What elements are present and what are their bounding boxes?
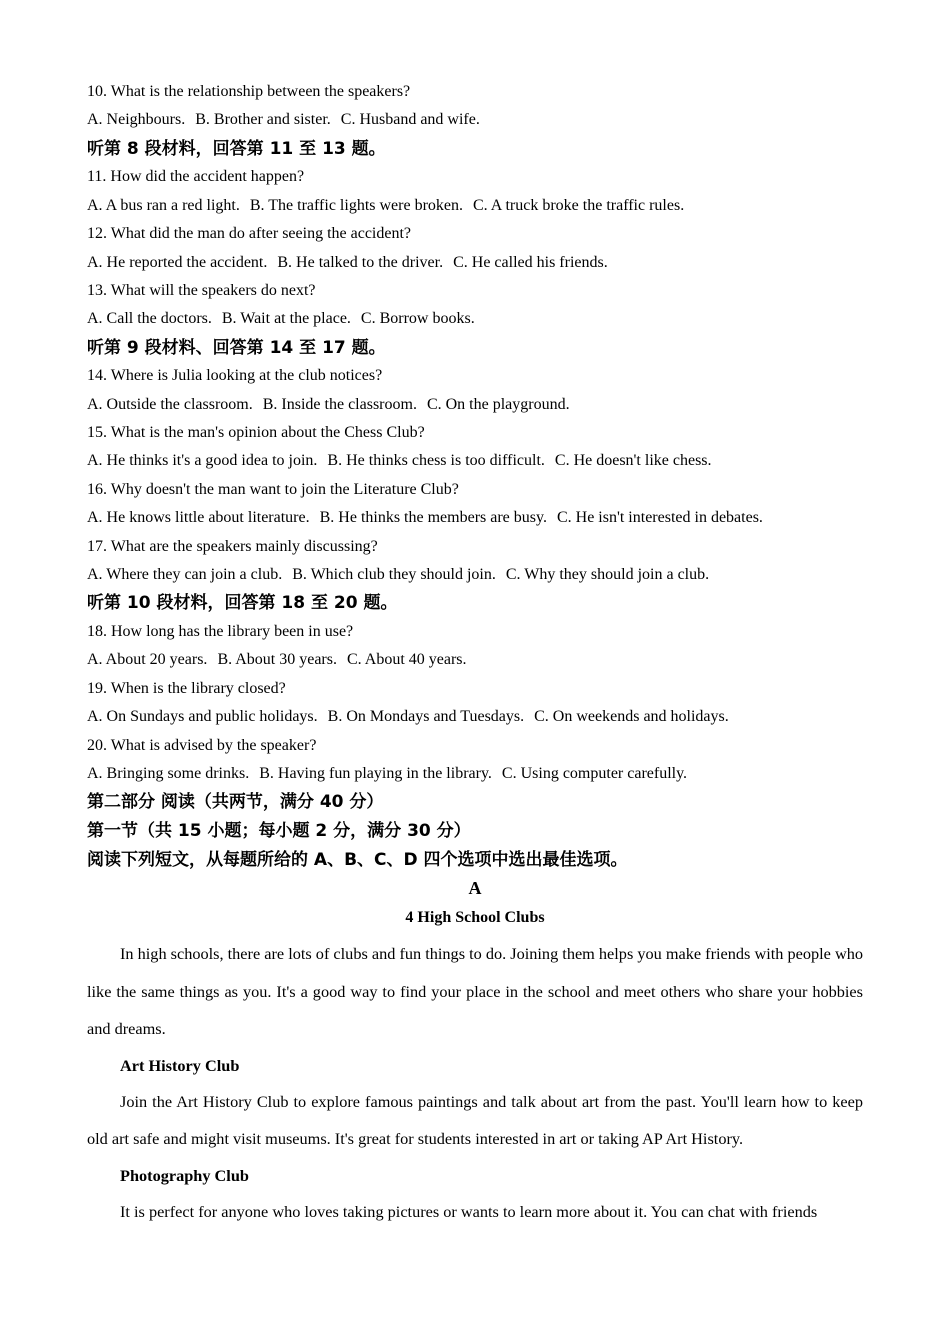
answer-option: B. Having fun playing in the library. [259,764,492,782]
answer-options [87,760,863,788]
answer-option: A. He thinks it's a good idea to join. [87,452,318,470]
answer-option: B. Wait at the place. [221,310,351,328]
listening-section [87,78,863,874]
section-heading: 听第 9 段材料、回答第 14 至 17 题。 [87,337,386,358]
question-stem: 14. Where is Julia looking at the club notices? [87,367,383,385]
question-stem: 12. What did the man do after seeing the accident? [87,225,412,243]
answer-options [87,561,863,589]
question-stem: 13. What will the speakers do next? [87,281,316,299]
answer-option: C. Why they should join a club. [505,566,710,584]
answer-option: A. He knows little about literature. [87,509,310,527]
answer-option: B. He thinks chess is too difficult. [327,452,545,470]
answer-option: B. Which club they should join. [292,566,496,584]
answer-option: A. A bus ran a red light. [87,196,240,214]
section-heading: 听第 8 段材料，回答第 11 至 13 题。 [87,138,386,159]
answer-options [87,391,863,419]
answer-options [87,106,863,134]
section-heading: 听第 10 段材料，回答第 18 至 20 题。 [87,593,398,614]
club-heading-photography: Photography Club [120,1165,249,1185]
answer-options [87,249,863,277]
answer-option: A. Outside the classroom. [87,395,253,413]
answer-options [87,703,863,731]
club-text-art-history: Join the Art History Club to explore famous paintings and talk about art from the past. You'll learn how to keep old art safe and might visit museums. It's great for students interested in art or taking AP Art History. [87,1091,863,1149]
question-stem: 17. What are the speakers mainly discussing? [87,537,378,555]
question-stem: 15. What is the man's opinion about the Chess Club? [87,424,425,442]
answer-option: A. Neighbours. [87,111,186,129]
question-stem: 10. What is the relationship between the speakers? [87,83,411,100]
answer-option: B. He thinks the members are busy. [319,509,547,527]
answer-option: C. Husband and wife. [340,111,480,129]
answer-option: C. Borrow books. [360,310,475,328]
answer-option: B. The traffic lights were broken. [249,196,463,214]
exam-page [87,78,863,1230]
club-heading-art-history: Art History Club [120,1055,240,1075]
answer-option: B. On Mondays and Tuesdays. [327,708,525,726]
answer-option: A. Bringing some drinks. [87,764,250,782]
answer-options [87,646,863,674]
question-stem: 11. How did the accident happen? [87,168,305,186]
club-text-photography: It is perfect for anyone who loves taking pictures or wants to learn more about it. You can chat with friends [120,1201,818,1221]
answer-options [87,192,863,220]
question-stem: 16. Why doesn't the man want to join the Literature Club? [87,480,459,498]
section-heading: 阅读下列短文，从每题所给的 A、B、C、D 四个选项中选出最佳选项。 [87,849,628,870]
answer-option: C. A truck broke the traffic rules. [473,196,685,214]
answer-option: A. Call the doctors. [87,310,212,328]
question-stem: 20. What is advised by the speaker? [87,736,317,754]
answer-option: A. He reported the accident. [87,253,268,271]
passage-title: 4 High School Clubs [405,909,545,927]
answer-option: C. He called his friends. [453,253,608,271]
answer-option: A. On Sundays and public holidays. [87,708,318,726]
passage-letter: A [468,878,482,899]
answer-options [87,447,863,475]
answer-option: C. He isn't interested in debates. [556,509,763,527]
answer-option: B. He talked to the driver. [277,253,444,271]
section-heading: 第一节（共 15 小题；每小题 2 分，满分 30 分） [87,820,471,841]
answer-option: B. Brother and sister. [195,111,331,129]
section-heading: 第二部分 阅读（共两节，满分 40 分） [87,792,384,813]
answer-option: B. About 30 years. [217,651,337,669]
answer-option: A. Where they can join a club. [87,566,283,584]
answer-option: C. On weekends and holidays. [534,708,729,726]
answer-option: B. Inside the classroom. [262,395,417,413]
answer-option: C. About 40 years. [346,651,467,669]
answer-options [87,305,863,333]
answer-option: C. Using computer carefully. [501,764,688,782]
answer-option: A. About 20 years. [87,651,208,669]
answer-option: C. On the playground. [426,395,570,413]
question-stem: 18. How long has the library been in use? [87,623,354,641]
answer-option: C. He doesn't like chess. [554,452,712,470]
answer-options [87,504,863,532]
passage [87,874,863,1230]
passage-intro: In high schools, there are lots of clubs and fun things to do. Joining them helps you make friends with people who like the same things as you. It's a good way to find your place in the school and meet others who share your hobbies and dreams. [87,944,863,1039]
question-stem: 19. When is the library closed? [87,679,286,697]
